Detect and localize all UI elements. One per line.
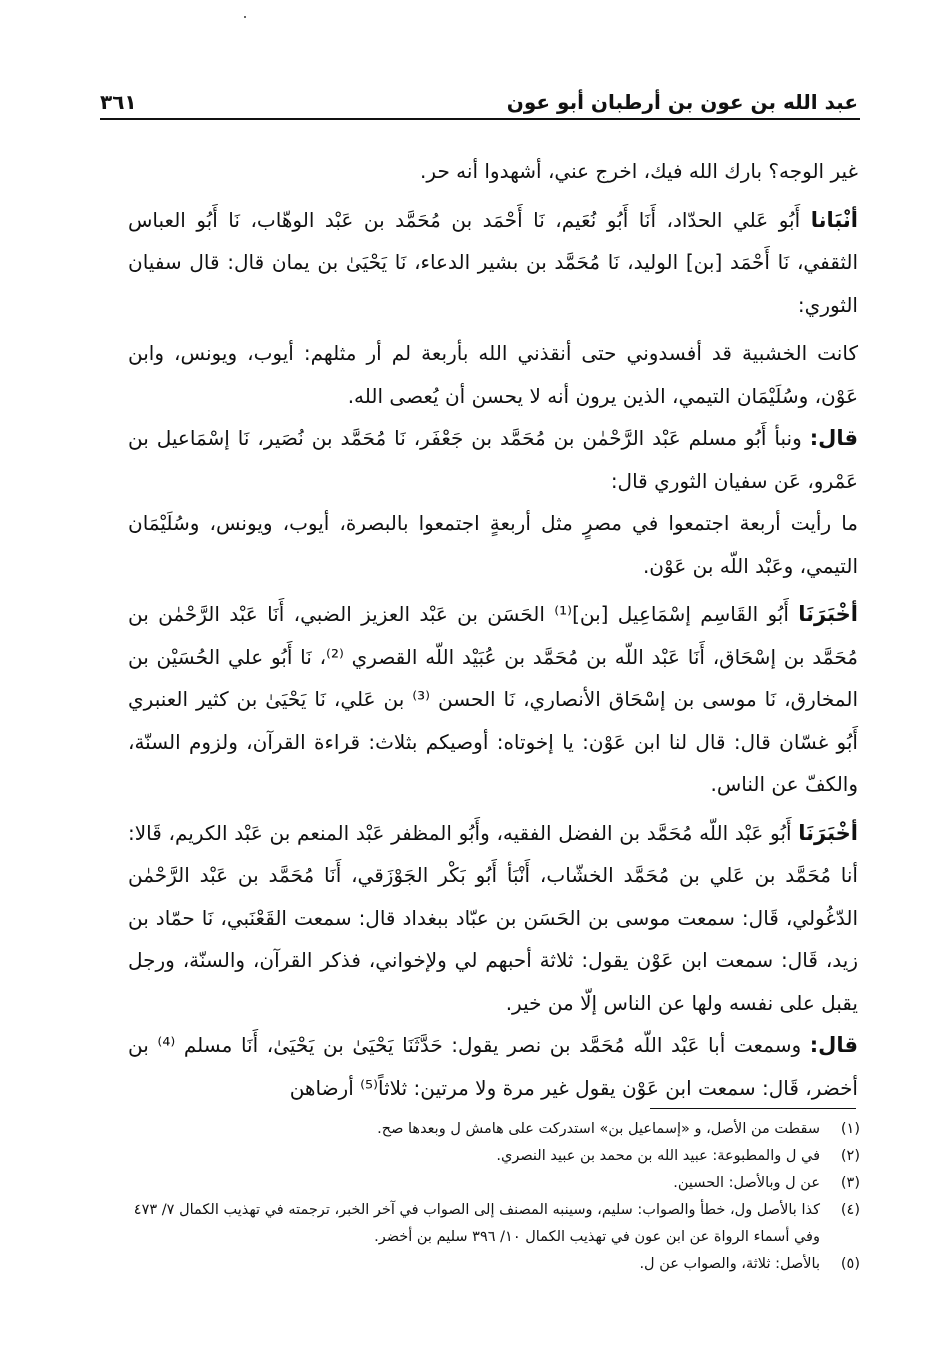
- paragraph-text: ما رأيت أربعة اجتمعوا في مصرٍ مثل أربعةٍ اجتمعوا بالبصرة، أيوب، ويونس، وسُلَيْمَان التيمي، وعَبْد اللّه بن عَوْن.: [128, 511, 858, 578]
- paragraph-text: أَبُو القَاسِم إسْمَاعِيل [بن]⁽¹⁾ الحَسَن بن عَبْد العزيز الضبي، أَنَا عَبْد الرَّحْمٰن بن مُحَمَّد بن إسْحَاق، أَنَا عَبْد اللّه بن مُحَمَّد بن عُبَيْد اللّه القصري ⁽²⁾، نَا أَبُو علي الحُسَيْن بن المخارق، نَا موسى بن إسْحَاق الأنصاري، نَا الحسن ⁽³⁾ بن عَلي، نَا يَحْيَىٰ بن كثير العنبري أَبُو غسّان قال: قال لنا ابن عَوْن: يا إخوتاه: أوصيكم بثلاث: قراءة القرآن، ولزوم السنّة، والكفّ عن الناس.: [128, 602, 858, 796]
- paragraph-text: غير الوجه؟ بارك الله فيك، اخرج عني، أشهدوا أنه حر.: [420, 159, 858, 183]
- footnote-number: (٣): [840, 1175, 860, 1191]
- footnote: [128, 1197, 860, 1251]
- paragraph-text: وسمعت أبا عَبْد اللّه مُحَمَّد بن نصر يقول: حَدَّثَنَا يَحْيَىٰ بن يَحْيَىٰ، أَنَا مسلم ⁽⁴⁾ بن أخضر، قَال: سمعت ابن عَوْن يقول غير مرة ولا مرتين: ثلاثاً⁽⁵⁾ أرضاهن: [128, 1033, 858, 1100]
- footnotes: [128, 1116, 860, 1278]
- footnote-number: (٢): [840, 1148, 860, 1164]
- paragraph: [128, 417, 858, 502]
- paragraph: [128, 199, 858, 327]
- page-number: ٣٦١: [100, 90, 137, 114]
- paragraph: [128, 332, 858, 417]
- paragraph: [128, 150, 858, 193]
- paragraph: [128, 1024, 858, 1109]
- page-header: [100, 84, 858, 114]
- paragraph-text: كانت الخشبية قد أفسدوني حتى أنقذني الله بأربعة لم أر مثلهم: أيوب، ويونس، وابن عَوْن، وسُلَيْمَان التيمي، الذين يرون أنه لا يحسن أن يُعصى الله.: [128, 341, 858, 408]
- paragraph-text: أَبُو عَلي الحدّاد، أَنَا أَبُو نُعَيم، نَا أَحْمَد بن مُحَمَّد بن عَبْد الوهّاب، نَا أَبُو العباس الثقفي، نَا أَحْمَد [بن] الوليد، نَا مُحَمَّد بن بشير الدعاء، نَا يَحْيَىٰ بن يمان قال: قال سفيان الثوري:: [128, 207, 858, 317]
- footnote: [128, 1143, 860, 1170]
- footnote-number: (٤): [840, 1202, 860, 1218]
- footnote-text: كذا بالأصل ول، خطأ والصواب: سليم، وسينبه المصنف إلى الصواب في آخر الخبر، ترجمته في تهذيب الكمال ٧/ ٤٧٣ وفي أسماء الرواة عن ابن عون في تهذيب الكمال ١٠/ ٣٩٦ سليم بن أخضر.: [133, 1202, 820, 1245]
- paragraph: [128, 812, 858, 1025]
- footnote: [128, 1170, 860, 1197]
- footnote-number: (٥): [840, 1256, 860, 1272]
- footnote: [128, 1116, 860, 1143]
- paragraph-lead: قال:: [809, 1033, 859, 1057]
- main-text: [128, 150, 858, 1109]
- paragraph-lead: أخْبَرَنَا: [798, 602, 858, 626]
- header-rule: [100, 118, 860, 120]
- paragraph-lead: أخْبَرَنَا: [798, 820, 858, 845]
- running-title: عبد الله بن عون بن أرطبان أبو عون: [506, 90, 858, 114]
- footnote: [128, 1251, 860, 1278]
- footnote-text: بالأصل: ثلاثة، والصواب عن ل.: [639, 1256, 820, 1272]
- footnote-number: (١): [840, 1121, 860, 1137]
- paragraph-text: أَبُو عَبْد اللّه مُحَمَّد بن الفضل الفقيه، وأَبُو المظفر عَبْد المنعم بن عَبْد الكريم، قَالا: أنا مُحَمَّد بن عَلي بن مُحَمَّد الخشّاب، أَنْبَأ أَبُو بَكْر الجَوْزَقي، أَنَا مُحَمَّد بن عَبْد الرَّحْمٰن الدّغُولي، قَال: سمعت موسى بن الحَسَن بن عبّاد ببغداد قال: سمعت القَعْنَبي، نَا حمّاد بن زيد، قَال: سمعت ابن عَوْن يقول: ثلاثة أحبهم لي ولإخواني، فذكر القرآن، والسنّة، ورجل يقبل على نفسه ولها عن الناس إلّا من خير.: [128, 820, 858, 1015]
- paragraph: [128, 593, 858, 806]
- paragraph-lead: أنْبَانا: [810, 207, 858, 232]
- scan-speck: [244, 16, 246, 18]
- footnote-text: عن ل وبالأصل: الحسين.: [673, 1175, 820, 1191]
- footnote-rule: [650, 1108, 856, 1109]
- paragraph-text: ونبأ أَبُو مسلم عَبْد الرَّحْمٰن بن مُحَمَّد بن جَعْفَر، نَا مُحَمَّد بن نُصَير، نَا إسْمَاعيل بن عَمْرو، عَن سفيان الثوري قال:: [128, 426, 858, 493]
- footnote-text: في ل والمطبوعة: عبيد الله بن محمد بن عبيد النصري.: [496, 1148, 820, 1164]
- paragraph: [128, 502, 858, 587]
- paragraph-lead: قال:: [809, 426, 858, 450]
- footnote-text: سقطت من الأصل، و «إسماعيل بن» استدركت على هامش ل وبعدها صح.: [377, 1121, 820, 1137]
